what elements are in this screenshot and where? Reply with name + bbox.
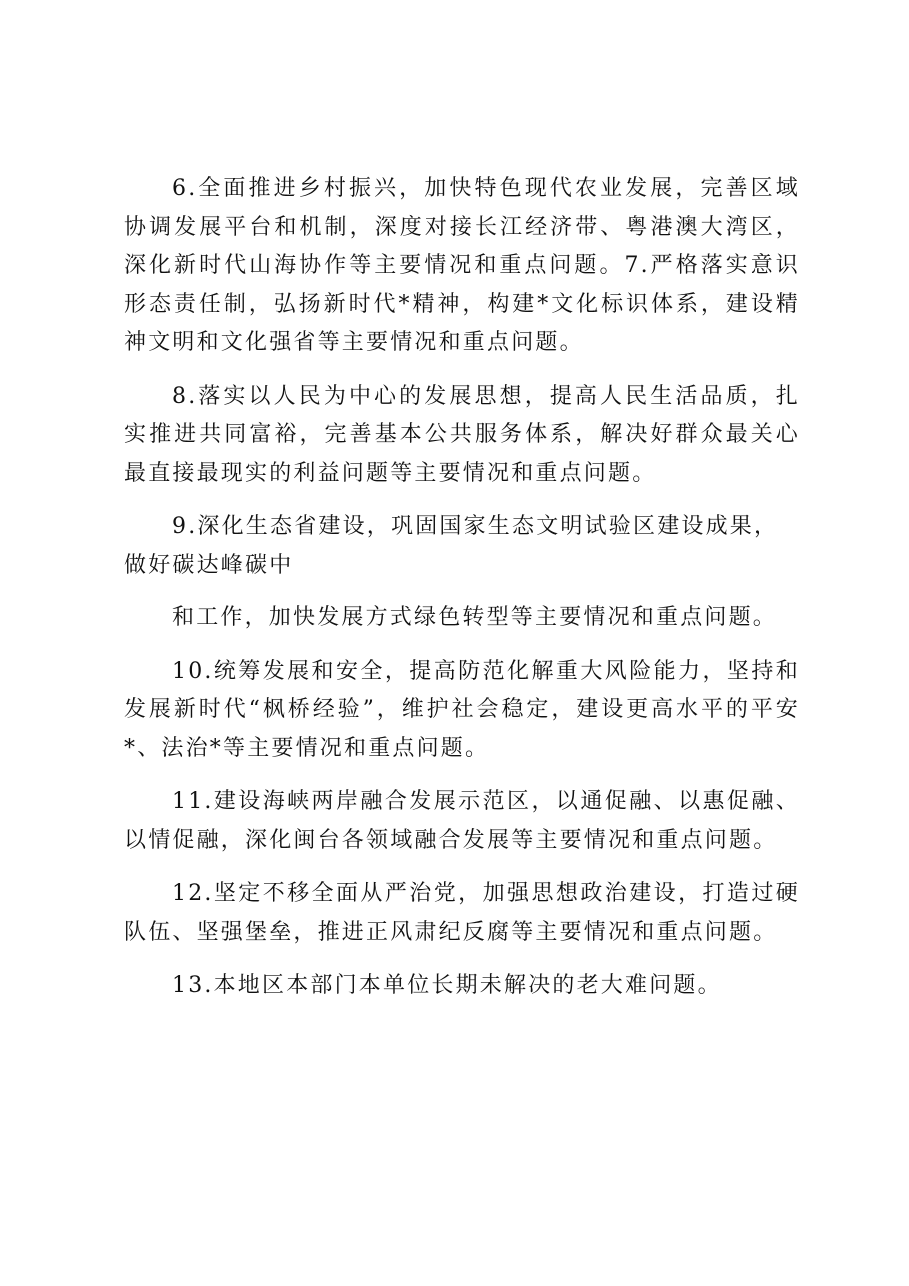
paragraph-10: 10.统筹发展和安全，提高防范化解重大风险能力，坚持和发展新时代“枫桥经验”，维护社会稳定，建设更高水平的平安*、法治*等主要情况和重点问题。 (124, 658, 800, 761)
paragraph-8: 8.落实以人民为中心的发展思想，提高人民生活品质，扎实推进共同富裕，完善基本公共服务体系，解决好群众最关心最直接最现实的利益问题等主要情况和重点问题。 (124, 383, 800, 486)
paragraph-9-continuation: 和工作，加快发展方式绿色转型等主要情况和重点问题。 (172, 605, 778, 630)
paragraph-9-line-1: 9.深化生态省建设，巩固国家生态文明试验区建设成果， (172, 514, 779, 539)
paragraph-11: 11.建设海峡两岸融合发展示范区，以通促融、以惠促融、以情促融，深化闽台各领域融合发展等主要情况和重点问题。 (124, 789, 800, 853)
paragraph-9 (124, 508, 800, 585)
document-body (124, 170, 800, 1021)
paragraph-6-7: 6.全面推进乡村振兴，加快特色现代农业发展，完善区域协调发展平台和机制，深度对接长江经济带、粤港澳大湾区，深化新时代山海协作等主要情况和重点问题。7.严格落实意识形态责任制，弘扬新时代*精神，构建*文化标识体系，建设精神文明和文化强省等主要情况和重点问题。 (124, 176, 800, 355)
paragraph-9-line-2: 做好碳达峰碳中 (124, 552, 294, 578)
paragraph-13: 13.本地区本部门本单位长期未解决的老大难问题。 (172, 973, 722, 998)
paragraph-12: 12.坚定不移全面从严治党，加强思想政治建设，打造过硬队伍、坚强堡垒，推进正风肃纪反腐等主要情况和重点问题。 (124, 881, 800, 945)
